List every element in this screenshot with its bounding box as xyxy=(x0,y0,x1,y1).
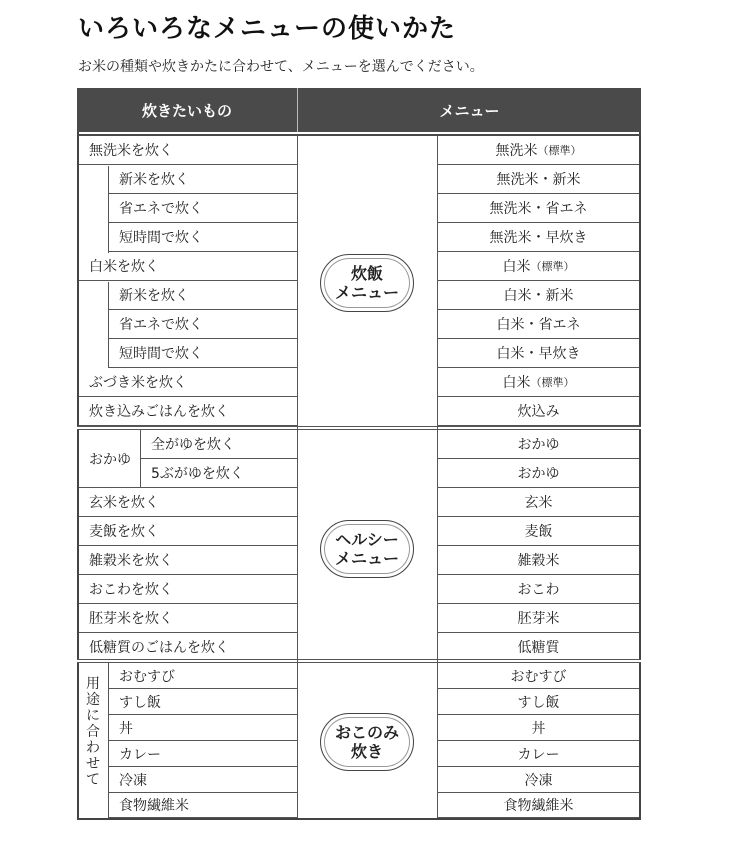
group-pill-healthy xyxy=(320,520,414,578)
item-label: 食物繊維米 xyxy=(109,793,297,818)
indent-line-mu xyxy=(108,166,109,253)
item-label: 短時間で炊く xyxy=(109,223,297,252)
menu-table xyxy=(77,88,641,820)
menu-cell xyxy=(438,633,639,662)
menu-name: 炊込み xyxy=(517,404,560,420)
group-label-line: 炊き xyxy=(350,742,383,761)
menu-cell xyxy=(438,793,639,818)
item-label: 冷凍 xyxy=(109,767,297,793)
item-label: 新米を炊く xyxy=(109,165,297,194)
group-label-line: おこのみ xyxy=(334,723,399,742)
item-label: 胚芽米を炊く xyxy=(79,604,297,633)
menu-cell xyxy=(438,397,639,426)
menu-cell xyxy=(438,663,639,689)
menu-cell xyxy=(438,715,639,741)
table-border-right xyxy=(639,88,641,820)
menu-cell xyxy=(438,459,639,488)
okayu-label: おかゆ xyxy=(79,430,140,488)
group-pill-suihan xyxy=(320,254,414,312)
menu-cell xyxy=(438,430,639,459)
menu-name: 白米 xyxy=(502,375,531,391)
item-label: 5ぶがゆを炊く xyxy=(141,459,297,488)
vertical-char: て xyxy=(86,772,100,788)
header-right: メニュー xyxy=(298,88,641,132)
menu-name: 白米・省エネ xyxy=(496,317,581,333)
menu-name: 無洗米・早炊き xyxy=(489,230,588,246)
menu-cell xyxy=(438,281,639,310)
vertical-label-youto xyxy=(78,676,108,788)
menu-cell xyxy=(438,575,639,604)
vertical-char: せ xyxy=(86,756,100,772)
indent-line-youto xyxy=(108,663,109,818)
item-label: おこわを炊く xyxy=(79,575,297,604)
group-label-line: 炊飯 xyxy=(350,264,383,283)
item-label: 低糖質のごはんを炊く xyxy=(79,633,297,662)
menu-note: （標準） xyxy=(537,144,582,157)
menu-name: 丼 xyxy=(531,720,546,737)
menu-cell xyxy=(438,488,639,517)
menu-name: カレー xyxy=(517,746,560,763)
menu-note: （標準） xyxy=(530,260,575,273)
menu-name: 胚芽米 xyxy=(517,611,560,627)
item-label: 白米を炊く xyxy=(79,252,297,281)
header-divider xyxy=(297,88,298,132)
section-separator-1 xyxy=(77,426,641,430)
item-label: 新米を炊く xyxy=(109,281,297,310)
menu-cell xyxy=(438,194,639,223)
item-label: 省エネで炊く xyxy=(109,310,297,339)
indent-line-okayu xyxy=(140,430,141,488)
item-label: 短時間で炊く xyxy=(109,339,297,368)
item-label: 雑穀米を炊く xyxy=(79,546,297,575)
menu-name: 白米・早炊き xyxy=(496,346,581,362)
table-border-bottom xyxy=(77,818,641,820)
indent-line-hakumai xyxy=(108,282,109,368)
menu-name: おこわ xyxy=(517,582,560,598)
item-label: 全がゆを炊く xyxy=(141,430,297,459)
group-pill-okonomi xyxy=(320,713,414,771)
menu-name: おかゆ xyxy=(517,437,560,453)
group-label-line: メニュー xyxy=(334,283,399,302)
item-label: おむすび xyxy=(109,663,297,689)
item-label: 無洗米を炊く xyxy=(79,136,297,165)
menu-note: （標準） xyxy=(530,376,575,389)
menu-name: 雑穀米 xyxy=(517,553,560,569)
menu-name: おむすび xyxy=(510,668,567,685)
menu-cell xyxy=(438,339,639,368)
menu-name: 無洗米・省エネ xyxy=(489,201,588,217)
section-separator-2 xyxy=(77,659,641,663)
column-line-right xyxy=(437,136,438,818)
menu-cell xyxy=(438,310,639,339)
item-label: 玄米を炊く xyxy=(79,488,297,517)
menu-cell xyxy=(438,165,639,194)
menu-name: 白米・新米 xyxy=(503,288,574,304)
menu-name: 無洗米 xyxy=(495,143,538,159)
item-label: カレー xyxy=(109,741,297,767)
menu-cell xyxy=(438,136,639,165)
menu-cell xyxy=(438,741,639,767)
menu-name: 低糖質 xyxy=(517,640,560,656)
header-left: 炊きたいもの xyxy=(77,88,297,132)
menu-cell xyxy=(438,767,639,793)
group-label-line: ヘルシー xyxy=(335,530,399,549)
menu-name: 無洗米・新米 xyxy=(496,172,581,188)
menu-name: 玄米 xyxy=(524,495,553,511)
vertical-char: 途 xyxy=(86,692,100,708)
item-label: ぶづき米を炊く xyxy=(79,368,297,397)
vertical-char: 合 xyxy=(86,724,100,740)
vertical-char: 用 xyxy=(86,676,100,692)
column-line-left xyxy=(297,136,298,818)
menu-cell xyxy=(438,604,639,633)
menu-cell xyxy=(438,546,639,575)
menu-name: 冷凍 xyxy=(524,772,553,789)
menu-name: おかゆ xyxy=(517,466,560,482)
vertical-char: わ xyxy=(86,740,100,756)
item-label: 省エネで炊く xyxy=(109,194,297,223)
menu-name: 麦飯 xyxy=(524,524,553,540)
menu-name: 白米 xyxy=(502,259,531,275)
item-label: すし飯 xyxy=(109,689,297,715)
menu-cell xyxy=(438,689,639,715)
item-label: 炊き込みごはんを炊く xyxy=(79,397,297,426)
menu-cell xyxy=(438,223,639,252)
menu-cell xyxy=(438,252,639,281)
menu-name: すし飯 xyxy=(517,694,560,711)
menu-name: 食物繊維米 xyxy=(503,798,574,814)
vertical-char: に xyxy=(86,708,100,724)
item-label: 丼 xyxy=(109,715,297,741)
item-label: 麦飯を炊く xyxy=(79,517,297,546)
menu-cell xyxy=(438,368,639,397)
page-title: いろいろなメニューの使いかた xyxy=(78,14,457,44)
page-subtitle: お米の種類や炊きかたに合わせて、メニューを選んでください。 xyxy=(78,59,484,75)
group-label-line: メニュー xyxy=(334,549,399,568)
menu-cell xyxy=(438,517,639,546)
